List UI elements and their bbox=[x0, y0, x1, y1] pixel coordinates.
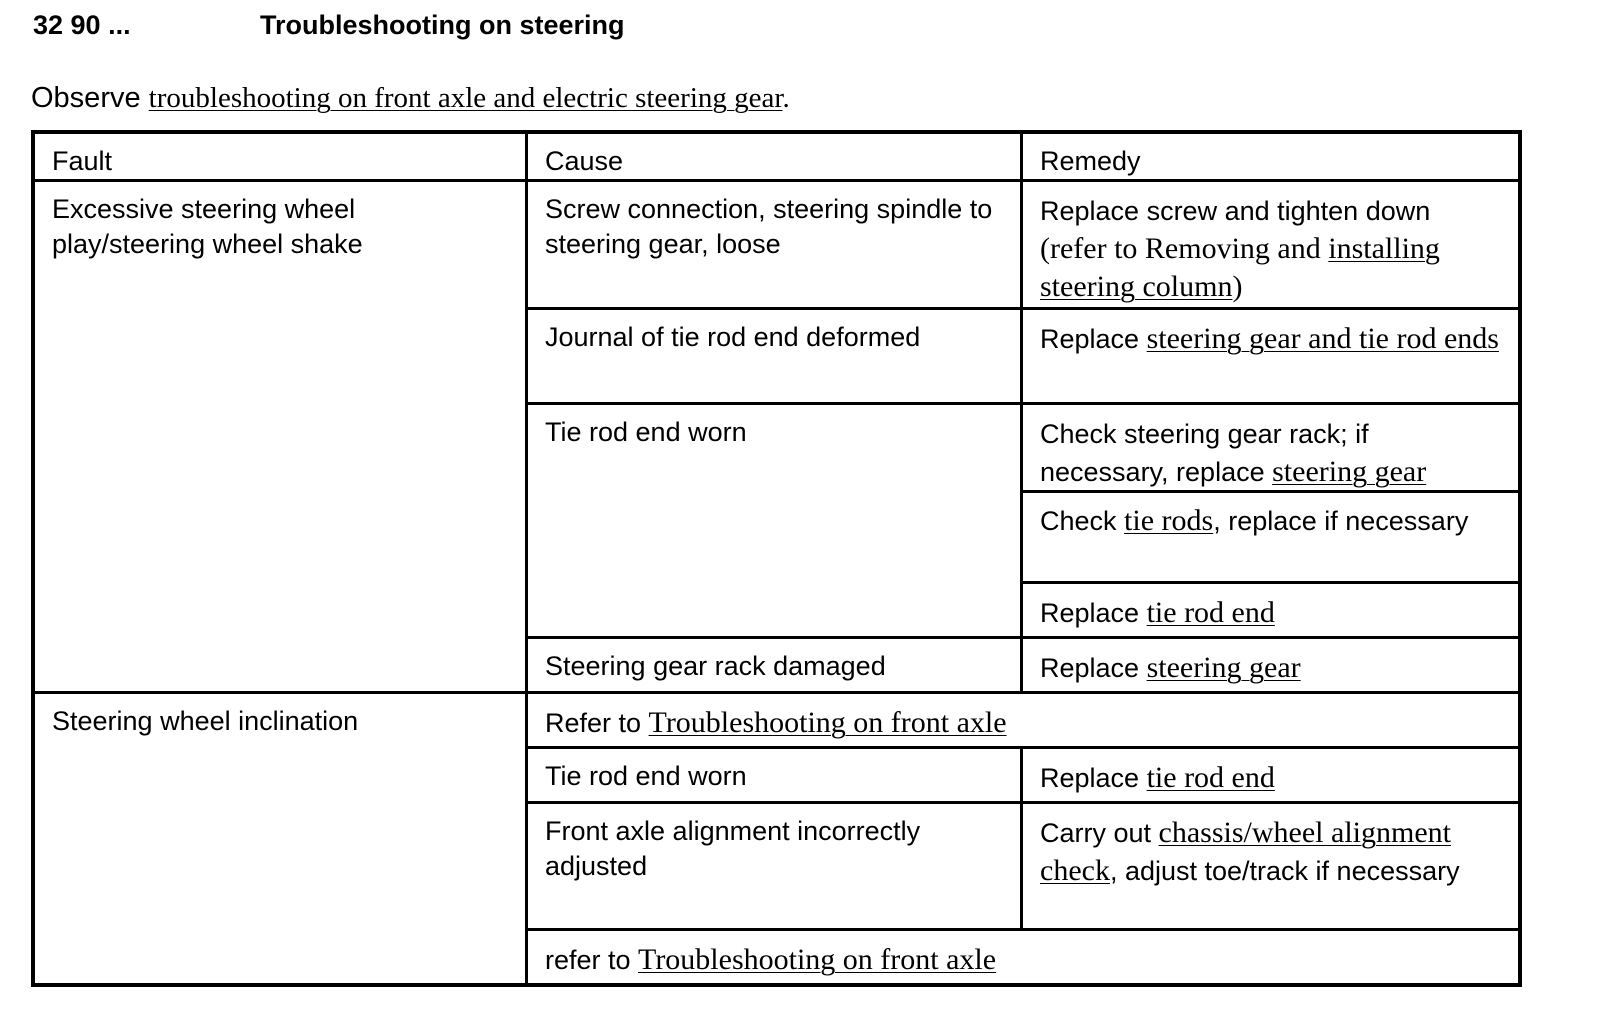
header-cause: Cause bbox=[528, 134, 1023, 182]
remedy-cell bbox=[1023, 639, 1518, 694]
intro-prefix: Observe bbox=[31, 82, 149, 114]
refer-cell bbox=[528, 694, 1518, 749]
cause-cell: Front axle alignment incorrectly adjusted bbox=[528, 804, 1023, 931]
remedy-text: Replace bbox=[1040, 324, 1147, 354]
troubleshooting-table bbox=[31, 130, 1522, 987]
remedy-cell bbox=[1023, 310, 1518, 405]
refer-text: Refer to bbox=[545, 708, 649, 738]
header-fault: Fault bbox=[35, 134, 528, 182]
cause-cell: Tie rod end worn bbox=[528, 405, 1023, 639]
remedy-cell bbox=[1023, 584, 1518, 639]
refer-link[interactable]: Troubleshooting on front axle bbox=[648, 706, 1007, 739]
remedy-text: ) bbox=[1232, 270, 1243, 303]
remedy-text: Carry out bbox=[1040, 818, 1159, 848]
cause-cell: Tie rod end worn bbox=[528, 749, 1023, 804]
remedy-cell bbox=[1023, 182, 1518, 310]
remedy-cell bbox=[1023, 804, 1518, 931]
remedy-text: , adjust toe/track if necessary bbox=[1109, 856, 1460, 886]
refer-text: refer to bbox=[545, 945, 639, 975]
fault-cell: Steering wheel inclination bbox=[35, 694, 528, 983]
remedy-text: , replace if necessary bbox=[1213, 506, 1469, 536]
remedy-link[interactable]: tie rods bbox=[1124, 504, 1214, 537]
remedy-link[interactable]: installing steering column bbox=[1040, 232, 1440, 303]
remedy-cell bbox=[1023, 493, 1518, 584]
page-heading bbox=[33, 10, 1233, 50]
remedy-link[interactable]: chassis/wheel alignment check bbox=[1040, 816, 1451, 887]
remedy-link[interactable]: steering gear bbox=[1146, 651, 1301, 684]
remedy-text: Check bbox=[1040, 506, 1125, 536]
section-number: 32 90 ... bbox=[33, 10, 131, 40]
header-remedy: Remedy bbox=[1023, 134, 1518, 182]
remedy-cell bbox=[1023, 749, 1518, 804]
remedy-link[interactable]: tie rod end bbox=[1146, 596, 1275, 629]
remedy-text: Replace screw and tighten down bbox=[1040, 196, 1431, 226]
cause-cell: Screw connection, steering spindle to steering gear, loose bbox=[528, 182, 1023, 310]
remedy-text: Replace bbox=[1040, 598, 1147, 628]
cause-cell: Steering gear rack damaged bbox=[528, 639, 1023, 694]
intro-link[interactable]: troubleshooting on front axle and electric steering gear bbox=[148, 82, 783, 114]
remedy-cell bbox=[1023, 405, 1518, 493]
intro-line bbox=[31, 82, 790, 115]
remedy-link[interactable]: steering gear bbox=[1272, 455, 1427, 488]
intro-suffix: . bbox=[782, 82, 790, 114]
remedy-text: Replace bbox=[1040, 653, 1147, 683]
remedy-link[interactable]: steering gear and tie rod ends bbox=[1146, 322, 1499, 355]
refer-link[interactable]: Troubleshooting on front axle bbox=[638, 943, 997, 976]
fault-cell: Excessive steering wheel play/steering wheel shake bbox=[35, 182, 528, 694]
page-title: Troubleshooting on steering bbox=[260, 10, 625, 40]
remedy-text: Replace bbox=[1040, 763, 1147, 793]
remedy-link[interactable]: tie rod end bbox=[1146, 761, 1275, 794]
remedy-text: (refer to Removing and bbox=[1040, 232, 1329, 265]
cause-cell: Journal of tie rod end deformed bbox=[528, 310, 1023, 405]
remedy-text: Check steering gear rack; if necessary, replace bbox=[1040, 419, 1369, 487]
refer-cell bbox=[528, 931, 1518, 983]
